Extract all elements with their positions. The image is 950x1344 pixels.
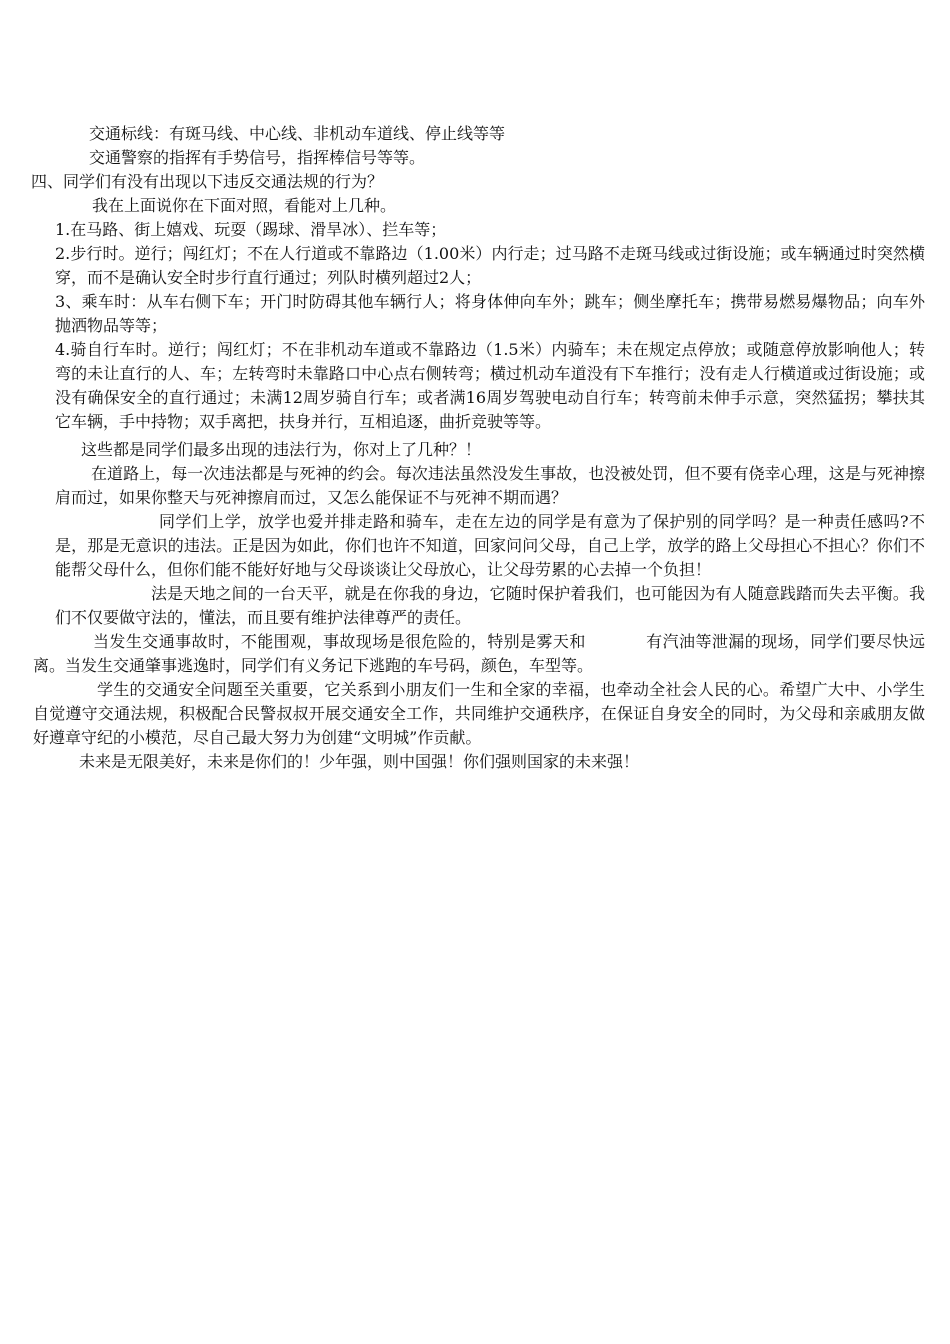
paragraph-accident	[33, 630, 925, 678]
paragraph-accident-part-1: 当发生交通事故时，不能围观，事故现场是很危险的，特别是雾天和	[93, 632, 586, 651]
paragraph-death: 在道路上，每一次违法都是与死神的约会。每次违法虽然没发生事故，也没被处罚，但不要有侥幸心理，这是与死神擦肩而过，如果你整天与死神擦肩而过，又怎么能保证不与死神不期而遇？	[55, 464, 925, 507]
document-body	[31, 122, 925, 774]
paragraph-traffic-markings: 交通标线：有斑马线、中心线、非机动车道线、停止线等等	[89, 124, 506, 143]
paragraph-law: 法是天地之间的一台天平，就是在你我的身边，它随时保护着我们，也可能因为有人随意践踏而失去平衡。我们不仅要做守法的，懂法，而且要有维护法律尊严的责任。	[55, 584, 925, 627]
list-item-4: 4.骑自行车时。逆行；闯红灯；不在非机动车道或不靠路边（1.5米）内骑车；未在规定点停放；或随意停放影响他人；转弯的未让直行的人、车；左转弯时未靠路口中心点右侧转弯；横过机动车道没有下车推行；没有走人行横道或过街设施；或没有确保安全的直行通过；未满12周岁骑自行车；或者满16周岁驾驶电动自行车；转弯前未伸手示意，突然猛拐；攀扶其它车辆，手中持物；双手离把，扶身并行，互相追逐，曲折竞驶等等。	[55, 340, 925, 431]
list-item-2: 2.步行时。逆行；闯红灯；不在人行道或不靠路边（1.00米）内行走；过马路不走斑马线或过街设施；或车辆通过时突然横穿，而不是确认安全时步行直行通过；列队时横列超过2人；	[55, 244, 925, 287]
paragraph-accident-part-2: 有汽油等泄漏的现场，同学们要尽快远离。当发生交通肇事逃逸时，同学们有义务记下逃跑的车号码，颜色，车型等。	[33, 632, 925, 675]
paragraph-walking: 同学们上学，放学也爱并排走路和骑车，走在左边的同学是有意为了保护别的同学吗？是一种责任感吗?不是，那是无意识的违法。正是因为如此，你们也许不知道，回家问问父母，自己上学，放学的路上父母担心不担心？你们不能帮父母什么，但你们能不能好好地与父母谈谈让父母放心，让父母劳累的心去掉一个负担！	[55, 512, 925, 579]
paragraph-traffic-police: 交通警察的指挥有手势信号，指挥棒信号等等。	[89, 148, 426, 167]
paragraph-safety: 学生的交通安全问题至关重要，它关系到小朋友们一生和全家的幸福，也牵动全社会人民的心。希望广大中、小学生自觉遵守交通法规，积极配合民警叔叔开展交通安全工作，共同维护交通秩序，在保证自身安全的同时，为父母和亲戚朋友做好遵章守纪的小模范，尽自己最大努力为创建“文明城”作贡献。	[33, 680, 925, 747]
list-item-1: 1.在马路、街上嬉戏、玩耍（踢球、滑旱冰）、拦车等；	[55, 220, 447, 239]
section-heading-4: 四、同学们有没有出现以下违反交通法规的行为？	[31, 172, 384, 191]
paragraph-future: 未来是无限美好，未来是你们的！少年强，则中国强！你们强则国家的未来强！	[79, 752, 640, 771]
list-item-3: 3、乘车时：从车右侧下车；开门时防碍其他车辆行人；将身体伸向车外；跳车；侧坐摩托车；携带易燃易爆物品；向车外抛洒物品等等；	[55, 292, 925, 335]
paragraph-intro: 我在上面说你在下面对照，看能对上几种。	[92, 196, 397, 215]
paragraph-most-common: 这些都是同学们最多出现的违法行为，你对上了几种？！	[81, 440, 482, 459]
